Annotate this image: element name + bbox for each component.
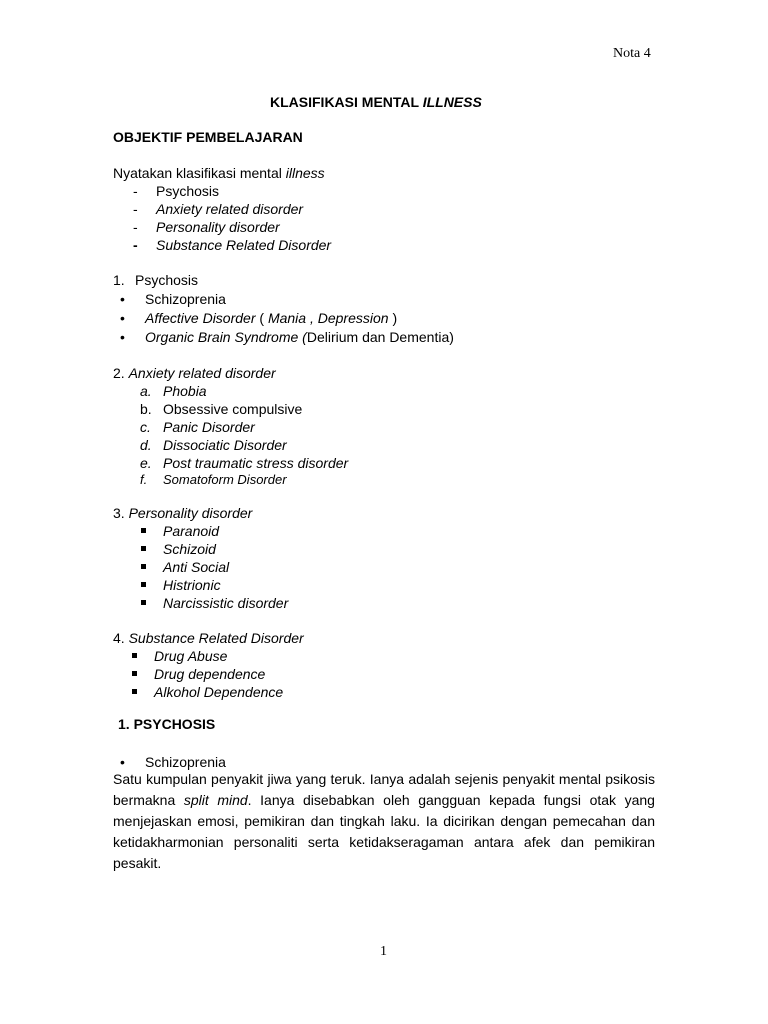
square-bullet [141,600,146,605]
square-bullet [141,546,146,551]
square-bullet [132,689,137,694]
section4-heading: Substance Related Disorder [128,630,304,646]
bullet [120,329,125,345]
list-marker: b. [140,401,152,417]
paragraph-text-split-mind: split mind [183,792,248,808]
section2-item-obsessive: Obsessive compulsive [163,401,303,417]
section1-item-schizoprenia: Schizoprenia [145,291,226,307]
section3-heading: Personality disorder [128,505,253,521]
square-bullet [141,582,146,587]
objective-dash: - [133,201,138,217]
bullet [120,291,125,307]
bullet [120,754,125,770]
organic-types: Delirium dan Dementia) [306,329,454,345]
objectives-intro-text: Nyatakan klasifikasi mental [113,165,286,181]
objective-dash: - [133,219,138,235]
paragraph-text-c: . Ianya disebabkan oleh gangguan kepada fungsi otak yang menjejaskan emosi, pemikiran dan tingkah laku. Ia dicirikan dengan pemecahan dan ketidakharmonian personaliti serta ketidakseragaman antara afek dan pemikiran pesakit. [113,792,655,871]
section1-item-organic [145,329,454,345]
section3-item-paranoid: Paranoid [163,523,220,539]
objective-dash: - [133,237,138,253]
objectives-intro [113,165,325,181]
affective-label: Affective Disorder [145,310,256,326]
organic-label: Organic Brain Syndrome ( [145,329,307,345]
square-bullet [141,564,146,569]
section3-title [113,505,252,521]
section2-item-panic: Panic Disorder [163,419,255,435]
section4-item-drug-dependence: Drug dependence [154,666,266,682]
section4-title [113,630,304,646]
page-header-nota: Nota 4 [613,46,651,61]
square-bullet [132,653,137,658]
section1-number: 1. [113,272,125,288]
paragraph-text-a: Satu kumpulan penyakit jiwa yang teruk. Ianya adalah sejenis penyakit mental psikosis bermakna [113,771,655,808]
section2-title [113,365,276,381]
psychosis-bullet-schizoprenia: Schizoprenia [145,754,226,770]
objective-item-substance: Substance Related Disorder [156,237,332,253]
affective-paren-close: ) [388,310,398,326]
objectives-intro-italic: illness [285,165,325,181]
affective-paren-open: ( [255,310,268,326]
list-marker: c. [140,419,151,435]
objective-dash: - [133,183,138,199]
objective-item-anxiety: Anxiety related disorder [156,201,304,217]
list-marker: e. [140,455,152,471]
list-marker: f. [140,472,148,487]
section4-number: 4. [113,630,125,646]
list-marker: d. [140,437,152,453]
document-title [270,94,482,110]
section2-heading: Anxiety related disorder [128,365,276,381]
section2-number: 2. [113,365,125,381]
section2-item-phobia: Phobia [163,383,207,399]
psychosis-heading: 1. PSYCHOSIS [118,716,216,732]
page-number: 1 [380,944,387,959]
section4-item-drug-abuse: Drug Abuse [154,648,228,664]
section3-number: 3. [113,505,125,521]
section3-item-antisocial: Anti Social [163,559,230,575]
affective-types: Mania , Depression [267,310,389,326]
objective-item-personality: Personality disorder [156,219,280,235]
psychosis-paragraph [113,769,655,874]
section2-item-ptsd: Post traumatic stress disorder [163,455,349,471]
objectives-heading: OBJEKTIF PEMBELAJARAN [113,129,303,145]
section2-item-somatoform: Somatoform Disorder [163,472,287,487]
section3-item-narcissistic: Narcissistic disorder [163,595,289,611]
square-bullet [141,528,146,533]
section2-item-dissociatic: Dissociatic Disorder [163,437,287,453]
title-main: KLASIFIKASI MENTAL [270,94,423,110]
section3-item-schizoid: Schizoid [163,541,216,557]
objective-item-psychosis: Psychosis [156,183,220,199]
section1-item-affective [145,310,397,326]
section3-item-histrionic: Histrionic [163,577,221,593]
title-italic: ILLNESS [422,94,482,110]
square-bullet [132,671,137,676]
bullet [120,310,125,326]
section1-heading: Psychosis [135,272,199,288]
section4-item-alkohol: Alkohol Dependence [154,684,284,700]
list-marker: a. [140,383,152,399]
